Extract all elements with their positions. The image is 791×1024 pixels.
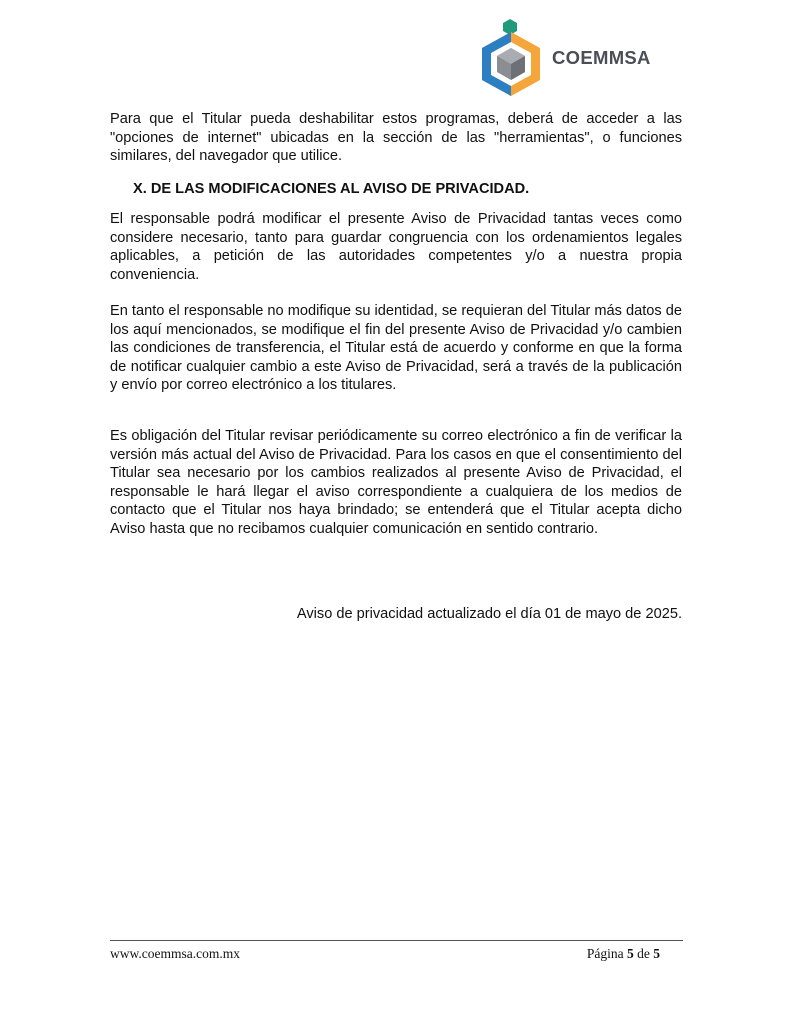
- page-of: de: [637, 946, 650, 961]
- paragraph-obligation: Es obligación del Titular revisar periódicamente su correo electrónico a fin de verificar la versión más actual del Aviso de Privacidad. Para los casos en que el consentimiento del Titular sea necesario por los cambios realizados al presente Aviso de Privacidad, el responsable le hará llegar el aviso correspondiente a cualquiera de los medios de contacto que el Titular nos haya brindado; se entenderá que el Titular acepta dicho Aviso hasta que no recibamos cualquier comunicación en sentido contrario.: [110, 428, 682, 537]
- page-current: 5: [627, 946, 634, 961]
- footer-website-link[interactable]: www.coemmsa.com.mx: [110, 946, 240, 961]
- company-logo: [470, 18, 670, 96]
- page-number: [587, 946, 660, 962]
- hexagon-cube-logo-icon: [470, 18, 552, 96]
- updated-date-note: Aviso de privacidad actualizado el día 01 de mayo de 2025.: [296, 606, 682, 622]
- footer-divider: [110, 940, 683, 941]
- paragraph-modifications: El responsable podrá modificar el presente Aviso de Privacidad tantas veces como considere necesario, tanto para guardar congruencia con los ordenamientos legales aplicables, a petición de las autoridades competentes y/o a nuestra propia conveniencia.: [110, 211, 682, 283]
- paragraph-browser-options: Para que el Titular pueda deshabilitar estos programas, deberá de acceder a las "opciones de internet" ubicadas en la sección de las "herramientas", o funciones similares, del navegador que utilice.: [110, 111, 682, 165]
- page-word: Página: [586, 946, 624, 961]
- page-total: 5: [653, 946, 660, 961]
- paragraph-notification: En tanto el responsable no modifique su identidad, se requieran del Titular más datos de los aquí mencionados, se modifique el fin del presente Aviso de Privacidad y/o cambien las condiciones de transferencia, el Titular está de acuerdo y conforme en que la forma de notificar cualquier cambio a este Aviso de Privacidad, será a través de la publicación y envío por correo electrónico a los titulares.: [110, 303, 682, 394]
- brand-name: COEMMSA: [552, 47, 651, 68]
- section-heading: X. DE LAS MODIFICACIONES AL AVISO DE PRIVACIDAD.: [133, 181, 530, 197]
